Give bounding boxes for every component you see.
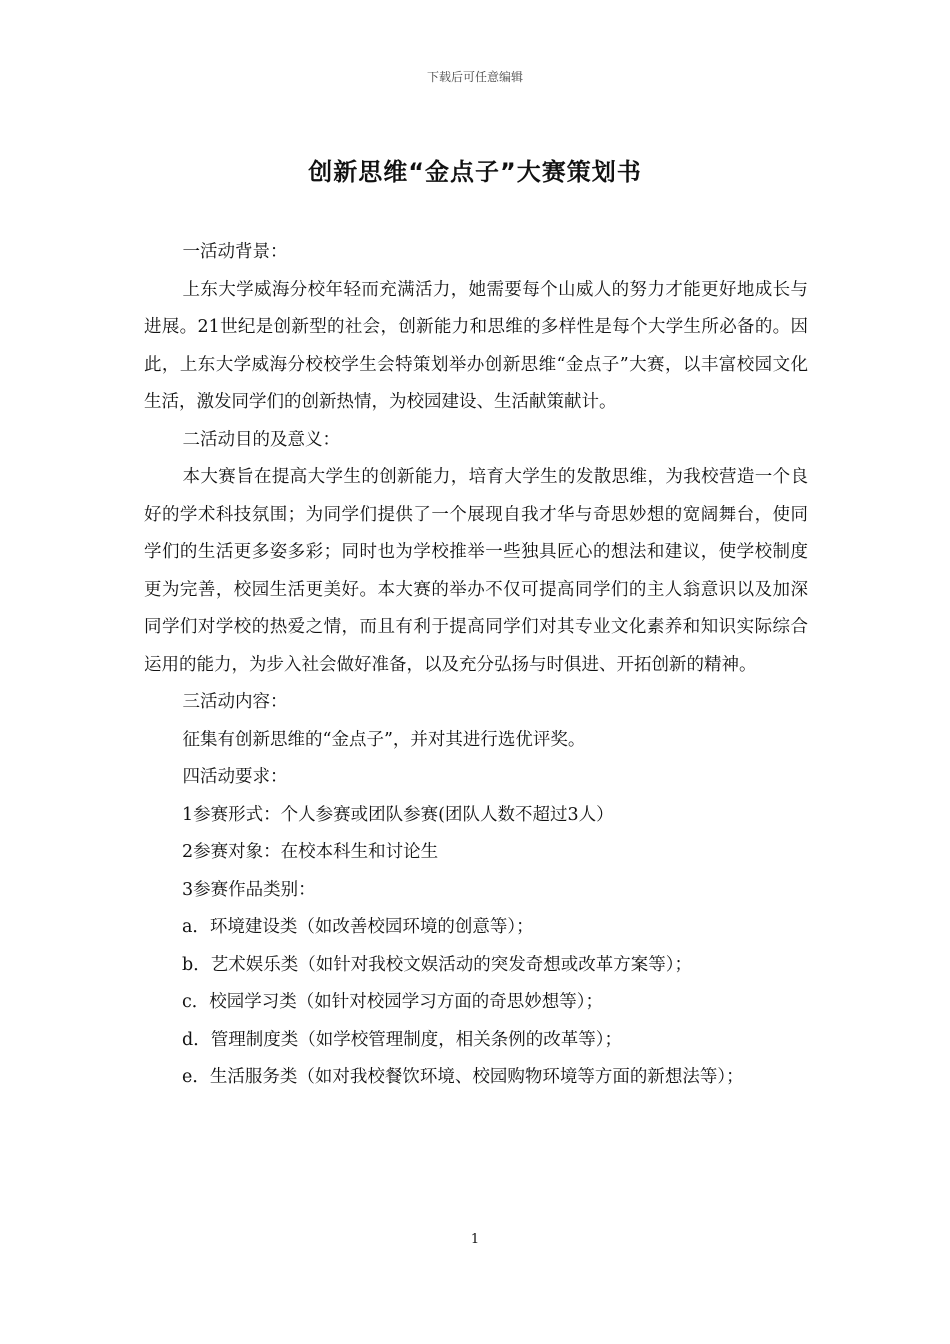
document-body [144,234,808,1097]
requirement-item: 1参赛形式：个人参赛或团队参赛(团队人数不超过3人） [182,804,614,825]
page-number: 1 [470,1232,480,1247]
paragraph-purpose: 本大赛旨在提高大学生的创新能力，培育大学生的发散思维，为我校营造一个良好的学术科技氛围；为同学们提供了一个展现自我才华与奇思妙想的宽阔舞台，使同学们的生活更多姿多彩；同时也为学校推举一些独具匠心的想法和建议，使学校制度更为完善，校园生活更美好。本大赛的举办不仅可提高同学们的主人翁意识以及加深同学们对学校的热爱之情，而且有利于提高同学们对其专业文化素养和知识实际综合运用的能力，为步入社会做好准备，以及充分弘扬与时俱进、开拓创新的精神。 [144,467,808,675]
category-item: d．管理制度类（如学校管理制度，相关条例的改革等）； [182,1029,622,1050]
paragraph-background: 上东大学威海分校年轻而充满活力，她需要每个山威人的努力才能更好地成长与进展。21世纪是创新型的社会，创新能力和思维的多样性是每个大学生所必备的。因此，上东大学威海分校校学生会特策划举办创新思维“金点子”大赛，以丰富校园文化生活，激发同学们的创新热情，为校园建设、生活献策献计。 [144,279,808,412]
requirement-item: 2参赛对象：在校本科生和讨论生 [182,842,439,862]
paragraph-content: 征集有创新思维的“金点子”，并对其进行选优评奖。 [182,729,586,750]
category-item: e．生活服务类（如对我校餐饮环境、校园购物环境等方面的新想法等）； [182,1067,744,1087]
section-heading-requirements: 四活动要求： [182,767,288,787]
category-item: b．艺术娱乐类（如针对我校文娱活动的突发奇想或改革方案等）； [182,954,692,975]
category-item: a．环境建设类（如改善校园环境的创意等）； [182,917,534,937]
section-heading-purpose: 二活动目的及意义： [182,429,340,450]
requirement-item: 3参赛作品类别： [182,879,316,900]
document-title: 创新思维“金点子”大赛策划书 [308,158,642,186]
section-heading-background: 一活动背景： [182,242,288,262]
header-note: 下载后可任意编辑 [426,70,523,84]
section-heading-content: 三活动内容： [182,692,288,712]
category-item: c．校园学习类（如针对校园学习方面的奇思妙想等）； [182,992,604,1012]
